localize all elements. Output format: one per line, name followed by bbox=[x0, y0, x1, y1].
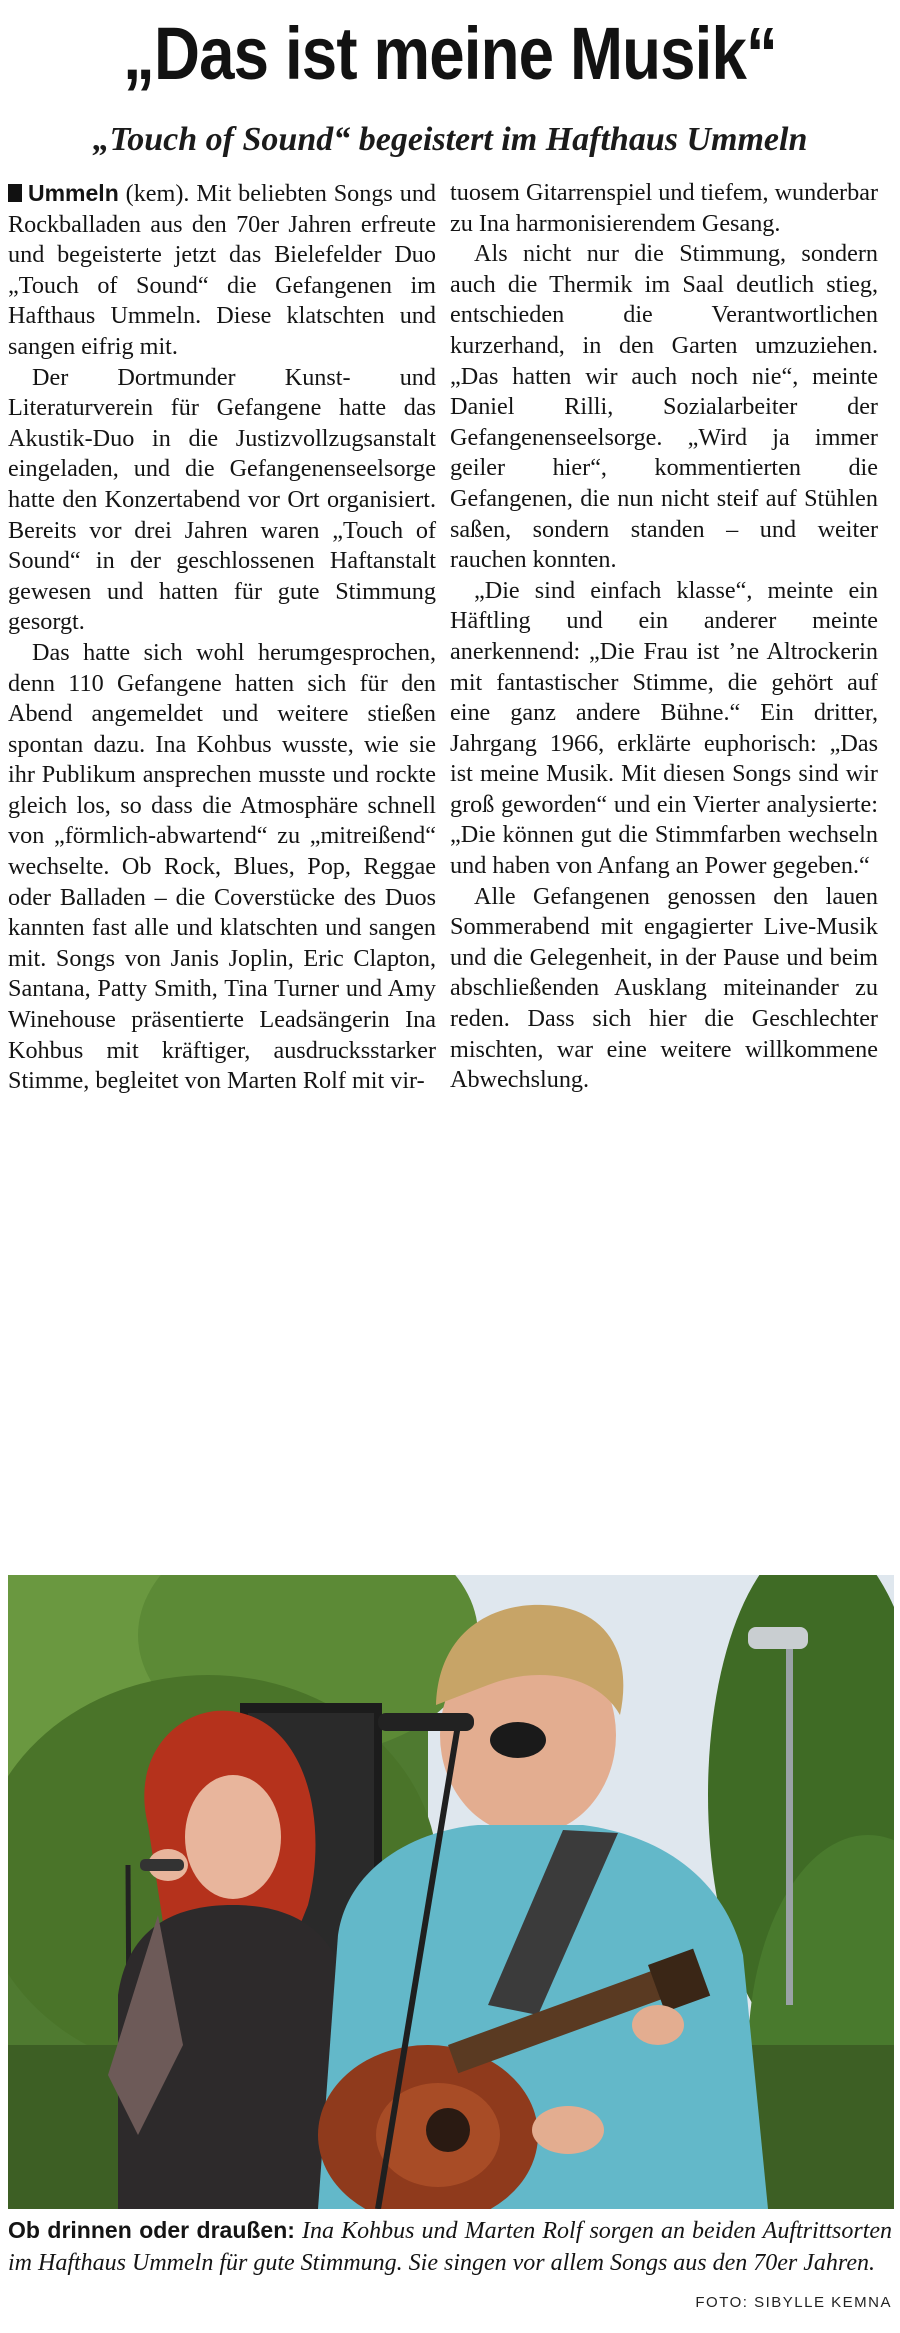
paragraph-marker-icon bbox=[8, 184, 22, 202]
photo-caption bbox=[8, 2214, 892, 2319]
article-paragraph bbox=[8, 178, 436, 363]
concert-photo-illustration bbox=[8, 1575, 894, 2209]
article-paragraph: Das hatte sich wohl herumgesprochen, denn 110 Gefangene hatten sich für den Abend angemeldet und weitere stießen spontan dazu. Ina Kohbus wusste, wie sie ihr Publikum ansprechen musste und rockte gleich los, so dass die Atmosphäre schnell von „förmlich-abwartend“ zu „mitreißend“ wechselte. Ob Rock, Blues, Pop, Reggae oder Balladen – die Coverstücke des Duos kannten fast alle und klatschten und sangen mit. Songs von Janis Joplin, Eric Clapton, Santana, Patty Smith, Tina Turner und Amy Winehouse präsentierte Leadsängerin Ina Kohbus mit kräftiger, ausdrucksstarker Stimme, begleitet von Marten Rolf mit vir- bbox=[8, 638, 436, 1095]
article-subheadline: „Touch of Sound“ begeistert im Hafthaus Ummeln bbox=[92, 121, 808, 158]
article-photo bbox=[8, 1575, 894, 2209]
article-paragraph: „Die sind einfach klasse“, meinte ein Häftling und ein anderer meinte anerkennend: „Die Frau ist ’ne Altrockerin mit fantastischer Stimme, die gehört auf eine ganz andere Bühne.“ Ein dritter, Jahrgang 1966, erklärte euphorisch: „Das ist meine Musik. Mit diesen Songs sind wir groß geworden“ und ein Vierter analysierte: „Die können gut die Stimmfarben wechseln und haben von Anfang an Power gegeben.“ bbox=[450, 576, 878, 880]
article-byline: (kem). bbox=[125, 180, 190, 207]
photo-credit: FOTO: SIBYLLE KEMNA bbox=[695, 2294, 892, 2311]
article-column-left bbox=[8, 178, 436, 1097]
article-paragraph-text: Mit beliebten Songs und Rockballaden aus den 70er Jahren erfreute und begeisterte jetzt das Bielefelder Duo „Touch of Sound“ die Gefangenen im Hafthaus Ummeln. Diese klatschten und sangen eifrig mit. bbox=[8, 180, 437, 360]
article-paragraph: Alle Gefangenen genossen den lauen Sommerabend mit engagierter Live-Musik und die Gelegenheit, in der Pause und beim abschließenden Ausklang miteinander zu reden. Dass sich hier die Geschlechter mischten, war eine weitere willkommene Abwechslung. bbox=[450, 882, 878, 1094]
article-column-right bbox=[450, 178, 878, 1096]
caption-text: Ina Kohbus und Marten Rolf sorgen an beiden Auftrittsorten im Hafthaus Ummeln für gute Stimmung. Sie singen vor allem Songs aus den 70er Jahren. bbox=[8, 2218, 893, 2276]
article-dateline: Ummeln bbox=[28, 180, 119, 206]
article-headline: „Das ist meine Musik“ bbox=[123, 12, 777, 95]
article-paragraph: tuosem Gitarrenspiel und tiefem, wunderbar zu Ina harmonisierendem Gesang. bbox=[450, 179, 878, 237]
article-paragraph: Als nicht nur die Stimmung, sondern auch die Thermik im Saal deutlich stieg, entschieden die Verantwortlichen kurzerhand, in den Garten umzuziehen. „Das hatten wir auch noch nie“, meinte Daniel Rilli, Sozialarbeiter der Gefangenenseelsorge. „Wird ja immer geiler hier“, kommentierten die Gefangenen, die nun nicht steif auf Stühlen saßen, sondern standen – und weiter rauchen konnten. bbox=[450, 240, 878, 574]
caption-lead: Ob drinnen oder draußen: bbox=[8, 2217, 295, 2243]
article-paragraph: Der Dortmunder Kunst- und Literaturverein für Gefangene hatte das Akustik-Duo in die Justizvollzugsanstalt eingeladen, und die Gefangenenseelsorge hatte den Konzertabend vor Ort organisiert. Bereits vor drei Jahren waren „Touch of Sound“ in der geschlossenen Haftanstalt gewesen und hatten für gute Stimmung gesorgt. bbox=[8, 363, 436, 636]
